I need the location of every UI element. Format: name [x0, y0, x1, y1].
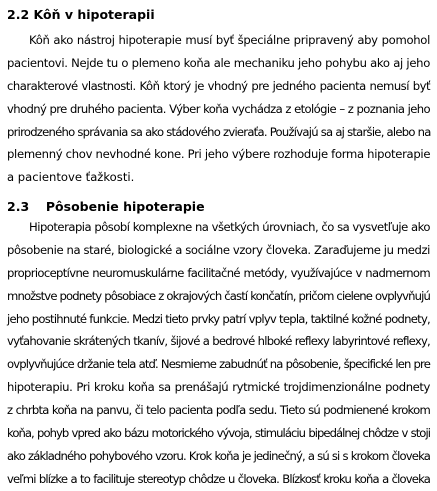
text-line: vyťahovanie skrátených tkanív, šijové a bedrové hlboké reflexy labyrintové reflexy,	[7, 334, 430, 349]
section-title: Kôň v hipoterapii	[33, 7, 155, 22]
text-line: prirodzeného správania sa ako stádového zvieraťa. Používajú sa aj staršie, alebo na	[7, 124, 431, 139]
text-line: plemenný chov nevhodné kone. Pri jeho výbere rozhoduje forma hipoterapie	[7, 147, 431, 162]
text-line: pôsobenie na staré, biologické a sociálne vzory človeka. Zaraďujeme ju medzi	[7, 242, 430, 257]
text-line: Kôň ako nástroj hipoterapie musí byť špeciálne pripravený aby pomohol	[29, 33, 430, 47]
text-line: jeho postihnuté funkcie. Medzi tieto prvky patrí vplyv tepla, taktilné kožné podnety,	[7, 311, 430, 326]
text-line: koňa, pohyb vpred ako bázu motorického vývoja, stimuláciu bipedálnej chôdze v stoji	[7, 426, 430, 441]
text-line: hipoterapiu. Pri kroku koňa sa prenášajú rytmické trojdimenzionálne podnety	[7, 380, 430, 395]
text-line: vhodný pre druhého pacienta. Výber koňa vychádza z etológie – z poznania jeho	[7, 101, 430, 116]
text-line: množstve podnety pôsobiace z okrajových častí končatín, pričom cielene ovplyvňujú	[7, 288, 430, 303]
text-line: ako základného pohybového vzoru. Krok koňa je jedinečný, a sú si s krokom človeka	[7, 448, 430, 463]
section-2-3-paragraph	[7, 216, 430, 491]
section-2-2-paragraph	[7, 29, 430, 189]
text-line: ovplyvňujúce držanie tela atď. Nesmieme zabudnúť na pôsobenie, špecifické len pre	[7, 357, 430, 372]
text-line: veľmi blízke a to facilituje stereotyp chôdze u človeka. Blízkosť kroku koňa a človeka	[7, 471, 430, 486]
text-line: z chrbta koňa na panvu, či telo pacienta podľa sedu. Tieto sú podmienené krokom	[7, 403, 430, 418]
section-heading-2-3	[7, 200, 205, 214]
section-number: 2.3	[7, 199, 30, 214]
section-heading-2-2	[7, 8, 155, 22]
text-line: charakterové vlastnosti. Kôň ktorý je vhodný pre jedného pacienta nemusí byť	[7, 78, 430, 93]
section-title: Pôsobenie hipoterapie	[45, 199, 205, 214]
text-line: proprioceptívne neuromuskulárne facilitačné metódy, využívajúce v nadmernom	[7, 265, 430, 280]
text-line: Hipoterapia pôsobí komplexne na všetkých úrovniach, čo sa vysvetľuje ako	[29, 220, 430, 234]
text-line: a pacientove ťažkosti.	[7, 170, 135, 185]
section-number: 2.2	[7, 7, 30, 22]
text-line: pacientovi. Nejde tu o plemeno koňa ale mechaniku jeho pohybu ako aj jeho	[7, 55, 430, 70]
